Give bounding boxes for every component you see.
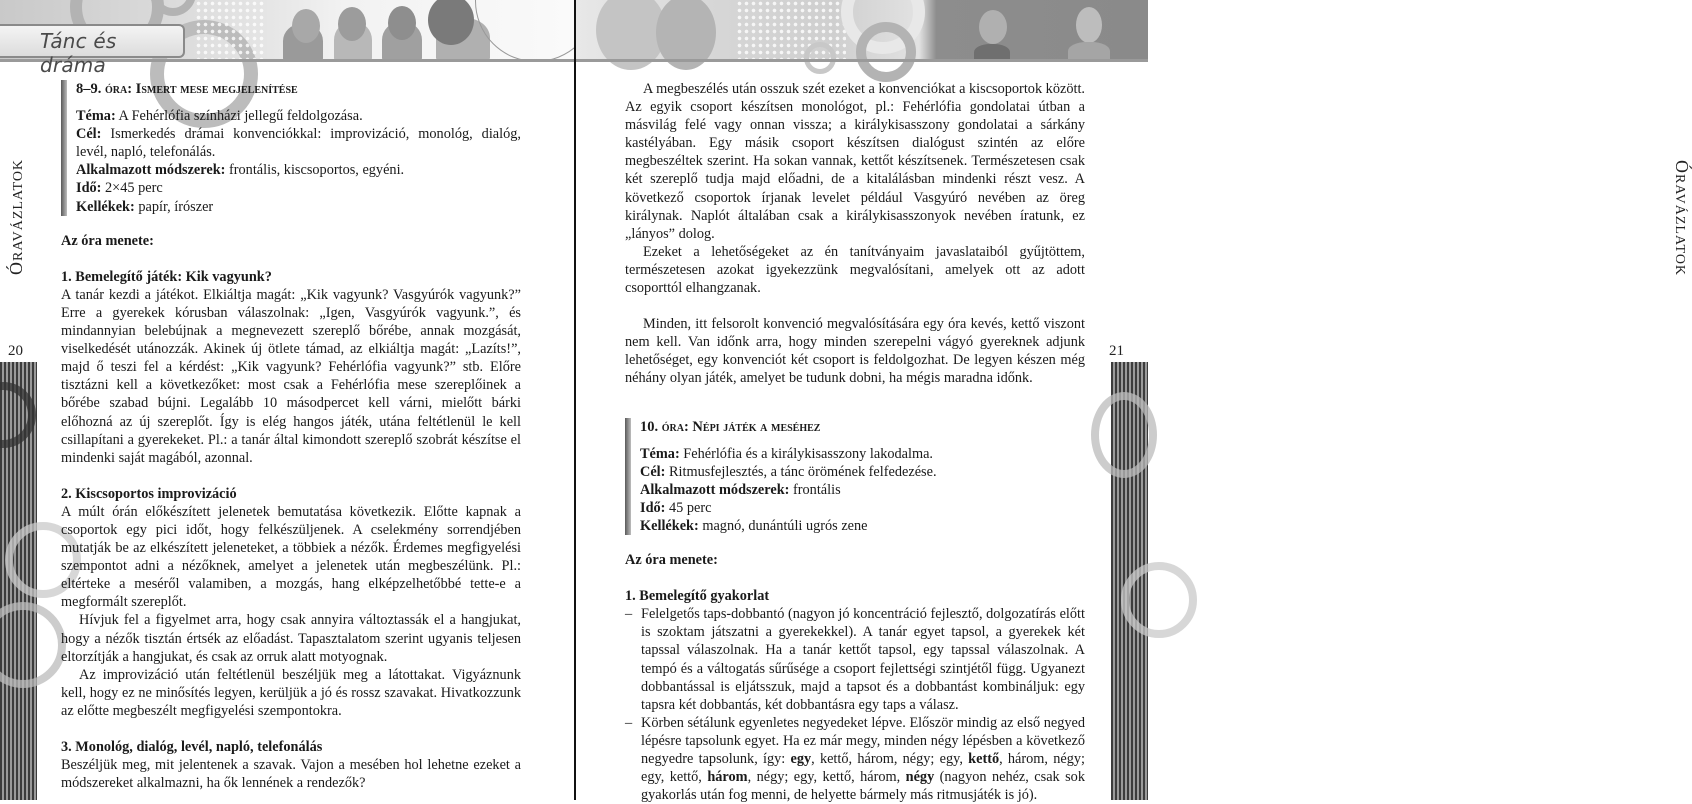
list-item-2: – Körben sétálunk egyenletes negyedeket lépve. Először mindig az első negyed lépésre tapsolunk egyet. Ha ez már megy, minden négy lépésben a következő negyedre tapsolunk, így: egy, kettő, három, négy; egy, kettő, három, négy; egy, kettő, három, négy; egy, kettő, három, négy (nagyon nehéz, csak sok gyakorlás után fog menni, de helyette bármely más ritmusjáték is jó). <box>625 714 1085 804</box>
side-stripe-left <box>0 362 37 800</box>
lesson-box-10 <box>625 418 1085 536</box>
lesson-modszerek: Alkalmazott módszerek: frontális <box>640 481 841 498</box>
ora-menete-heading: Az óra menete: <box>625 552 718 569</box>
section-text-2b: Hívjuk fel a figyelmet arra, hogy csak annyira változtassák el a hangjukat, hogy a nézők tisztán értsék az előadást. Tapasztalatom szerint ugyanis teljesen eltorzítják a hangjukat, és csak az orruk alatt motyognak. <box>61 612 521 665</box>
lesson-modszerek: Alkalmazott módszerek: frontális, kiscsoportos, egyéni. <box>76 162 405 179</box>
lesson-tema: Téma: Fehérlófia és a királykisasszony lakodalma. <box>640 445 933 462</box>
header-banner-right <box>576 0 1148 62</box>
lesson-cel: Cél: Ritmusfejlesztés, a tánc örömének felfedezése. <box>640 463 937 480</box>
page-number-right: 21 <box>1109 343 1124 359</box>
right-content <box>625 80 1085 804</box>
lesson-kellekek: Kellékek: magnó, dunántúli ugrós zene <box>640 517 868 534</box>
paragraph-2: Ezeket a lehetőségeket az én tanítványaim javaslataiból gyűjtöttem, természetesen azokat igyekezzünk megvalósítani, amelyek ott az adott csoporttól elhangzanak. <box>625 243 1085 297</box>
left-page <box>0 0 574 800</box>
ora-menete-heading: Az óra menete: <box>61 232 154 249</box>
section-text-1: A tanár kezdi a játékot. Elkiáltja magát: „Kik vagyunk? Vasgyúrók vagyunk?” Erre a gyerekek kórusban válaszolnak: „Igen, Vasgyúrók vagyunk.”, és mindannyian belebújnak a megnevezett szereplő bőrébe, annak mozgását, viselkedését utánozzák. Akinek új ötlete támad, az elkiáltja magát: „Lazíts!”, majd ő teszi fel a kérdést: „Kik vagyunk? Fehérlófia vagyunk?” stb. Előre tisztázni kell a következőket: most csak a Fehérlófia mese szereplőinek a bőrébe szabad bújni. Legalább 10 másodpercet kell várni, mielőtt bárki előhozná az új szereplőt. Így is elég hangos játék, utána feltétlenül le kell csillapítani a gyerekeket. Pl.: a tanár által kimondott szereplő szobrát készítse el mindenki saját magából, azonnal. <box>61 286 521 466</box>
left-content <box>61 80 521 792</box>
section-text-3: Beszéljük meg, mit jelentenek a szavak. Vajon a mesében hol lehetne ezeket a módszereket alkalmazni, ha ők lennének a rendezők? <box>61 757 521 792</box>
lesson-box-8-9 <box>61 80 521 216</box>
lesson-ido: Idő: 2×45 perc <box>76 180 163 197</box>
section-text-2: A múlt órán előkészített jelenetek bemutatása következik. Előtte kapnak a csoportok egy pici időt, hogy felkészüljenek. A cselekmény sorrendjében mutatják be az elkészített jeleneteket, a többiek a nézők. Érdemes megfigyelési szempontot adni a nézőknek, amelyet a jelenetek után megbeszélünk. Pl.: eltérteke a meséről valamiben, a mozgás, hang elképzelhetőbbé tette-e a megformált szereplőt. <box>61 503 521 611</box>
side-stripe-right <box>1111 362 1148 800</box>
section-heading-1: 1. Bemelegítő játék: Kik vagyunk? <box>61 268 272 285</box>
paragraph-1: A megbeszélés után osszuk szét ezeket a konvenciókat a kiscsoportok között. Az egyik csoport készítsen monológot, pl.: Fehérlófia gondolatai útban a másvilág felé vagy onnan vissza; a királykisasszony gondolatai a sárkány kastélyában. Egy másik csoport készítsen dialógust szintén az előre megbeszéltek szerint. Ha sokan vannak, kettőt készítsenek. Természetesen csak két szereplő tudja majd előadni, de a kitalálásban mindenki részt vesz. A következő csoportok írjanak levelet például Vasgyúró nevében az öreg királynak. Naplót általában csak a királykisasszonyok nevében íratunk, ez „lányos” dolog. <box>625 81 1085 242</box>
side-label-left: ÓRAVÁZLATOK <box>6 158 26 275</box>
lesson-cel: Cél: Ismerkedés drámai konvenciókkal: improvizáció, monológ, dialóg, levél, napló, telefonálás. <box>76 126 521 161</box>
lesson-kellekek: Kellékek: papír, írószer <box>76 198 214 215</box>
list-item-1: – Felelgetős taps-dobbantó (nagyon jó koncentráció fejlesztő, dolgozatírás előtt is szoktam játszatni a gyerekekkel). A tanár egyet tapsol, a gyerekek két tapssal válaszolnak. Ha a tanár kettőt tapsol, egy tapssal válaszolnak. A tempó és a váltogatás sűrűsége a csoport fejlettségi szintjétől függ. Ugyanezt dobbantással is eljátsszuk, majd a tapsot és a dobbantást kombináljuk: egy tapsra két dobbantás, két dobbantásra egy taps a válasz. <box>625 606 1085 713</box>
lesson-ido: Idő: 45 perc <box>640 499 712 516</box>
right-page <box>576 0 1692 804</box>
paragraph-3: Minden, itt felsorolt konvenció megvalósítására egy óra kevés, kettő viszont nem kell. Van időnk arra, hogy minden szerepelni vágyó gyereknek adjunk lehetőséget, egy konvenciót két csoport is feldolgozhat. De legyen készen még néhány olyan játék, amelyet be tudunk dobni, ha mégis maradna időnk. <box>625 316 1085 387</box>
lesson-title: 10. óra: Népi játék a meséhez <box>640 418 821 435</box>
section-heading-2: 2. Kiscsoportos improvizáció <box>61 485 237 502</box>
lesson-title: 8–9. óra: Ismert mese megjelenítése <box>76 81 298 97</box>
section-title: Tánc és dráma <box>40 29 117 77</box>
side-label-right: ÓRAVÁZLATOK <box>1672 160 1692 277</box>
section-heading-1: 1. Bemelegítő gyakorlat <box>625 588 770 605</box>
page-number-left: 20 <box>8 343 23 359</box>
lesson-tema: Téma: A Fehérlófia színházi jellegű feldolgozása. <box>76 108 363 125</box>
section-title-box <box>0 24 185 77</box>
section-text-2c: Az improvizáció után feltétlenül beszéljük meg a látottakat. Vigyáznunk kell, hogy ez ne minősítés legyen, kerüljük a jó és rossz szavakat. Hivatkozzunk az előtte megbeszélt megfigyelési szempontokra. <box>61 666 521 719</box>
section-heading-3: 3. Monológ, dialóg, levél, napló, telefonálás <box>61 739 323 755</box>
